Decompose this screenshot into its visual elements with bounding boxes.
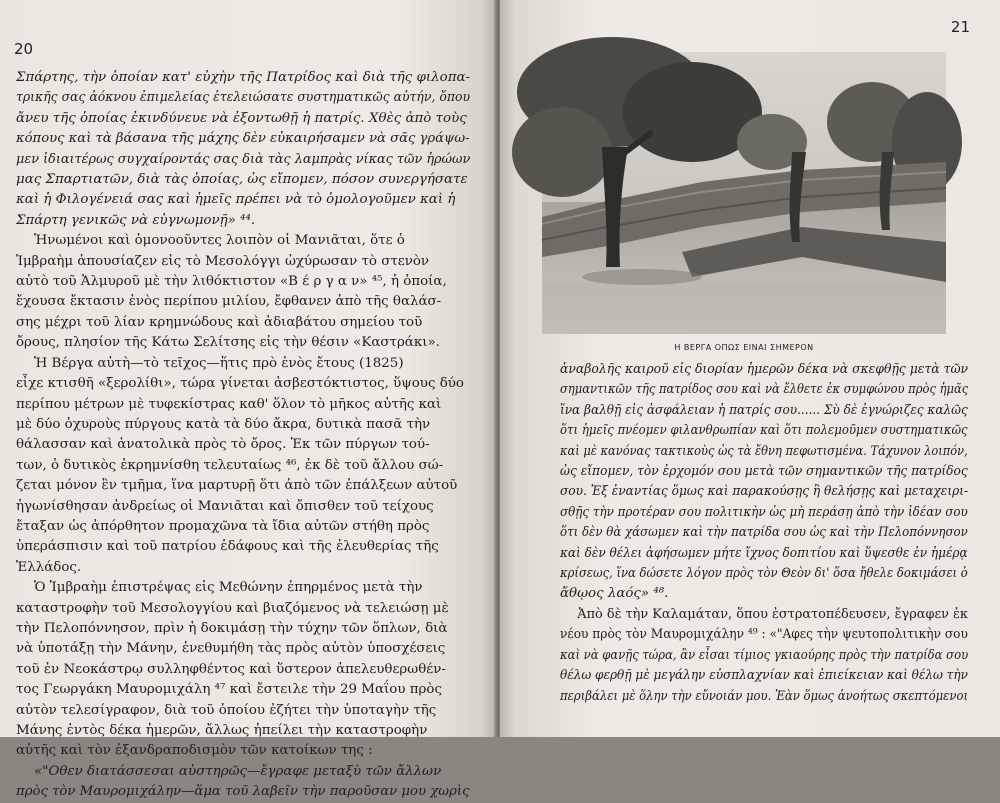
text-line: Μάνης ἐντὸς δέκα ἡμερῶν, ἄλλως ἠπείλει τὴν καταστροφὴν	[16, 723, 428, 738]
text-line: ἵνα βαλθῇ εἰς ἀσφάλειαν ἡ πατρίς σου...... Σὺ δὲ ἐγνώριζες καλῶς	[560, 402, 968, 418]
text-line: μεν ἰδιαιτέρως συγχαίροντάς σας διὰ τὰς λαμπρὰς νίκας τῶν ἡρώων	[16, 151, 471, 167]
text-line: των, ὁ δυτικὸς ἐκρημνίσθη τελευταίως ⁴⁶, ἐκ δὲ τοῦ ἄλλου σώ-	[16, 457, 444, 473]
text-line: καὶ δὲν θέλει ἀφήσωμεν μήτε ἴχνος δοπιτίου καὶ ὕψεσθε ἐν ἡμέρᾳ	[560, 545, 968, 561]
text-line: αὐτὸ τοῦ Ἁλμυροῦ μὲ τὴν λιθόκτιστον «Β έ ρ γ α ν» ⁴⁵, ἡ ὁποία,	[16, 274, 447, 290]
text-line: αὐτῆς καὶ τὸν ἐξανδραποδισμὸν τῶν κατοίκων της :	[16, 743, 373, 759]
text-line: ὄρους, πλησίον τῆς Κάτω Σελίτσης εἰς τὴν θέσιν «Καστράκι».	[16, 335, 440, 351]
text-line: θάλασσαν καὶ ἀνατολικὰ πρὸς τὸ ὄρος. Ἐκ τῶν πύργων τού-	[16, 437, 430, 453]
page-number-left: 20	[14, 40, 34, 58]
text-line: σης μέχρι τοῦ λίαν κρημνώδους καὶ ἀδιαβάτου σημείου τοῦ	[16, 314, 423, 330]
text-line: τὴν Πελοπόννησον, πρὶν ἡ δοκιμάσῃ τὴν τύχην τῶν ὅπλων, διὰ	[16, 620, 448, 636]
text-line: Σπάρτη γενικῶς νὰ εὐγνωμονῇ» ⁴⁴.	[16, 212, 256, 228]
text-line: πρὸς τὸν Μαυρομιχάλην—ἅμα τοῦ λαβεῖν τὴν παροῦσαν μου χωρὶς	[16, 784, 470, 800]
text-line: ὅτι δὲν θὰ χάσωμεν καὶ τὴν πατρίδα σου ὡς καὶ τὴν Πελοπόννησον	[560, 525, 968, 541]
text-line: νὰ ὑποτάξῃ τὴν Μάνην, ἐνεθυμήθη τὰς πρὸς αὐτὸν ὑποσχέσεις	[16, 641, 446, 657]
text-line: ἔχουσα ἔκτασιν ἑνὸς περίπου μιλίου, ἔφθανεν ἀπὸ τῆς θαλάσ-	[16, 294, 442, 310]
text-line: περίπου μέτρων μὲ τυφεκίστρας καθ' ὅλον τὸ μῆκος αὐτῆς καὶ	[16, 396, 442, 412]
text-line: καὶ μὲ κανόνας τακτικοὺς ὡς τὰ ἔθνη πεφωτισμένα. Τάχυνον λοιπόν,	[560, 443, 968, 459]
text-line: νέου πρὸς τὸν Μαυρομιχάλην ⁴⁹ : «"Αφες τὴν ψευτοπολιτικὴν σου	[560, 627, 968, 643]
text-line: σου. Ἐξ ἐναντίας ὅμως καὶ παρακούσῃς ἢ θελήσῃς καὶ μεταχειρι-	[560, 484, 969, 500]
text-line: «"Οθεν διατάσσεσαι αὐστηρῶς—ἔγραφε μεταξὺ τῶν ἄλλων	[34, 763, 442, 779]
text-line: καὶ ἡ Φιλογένειά σας καὶ ἡμεῖς πρέπει νὰ τὸ ὁμολογοῦμεν καὶ ἡ	[16, 192, 456, 208]
text-line: Ὁ Ἰμβραὴμ ἐπιστρέψας εἰς Μεθώνην ἐπηρμένος μετὰ τὴν	[34, 580, 423, 596]
text-line: Σπάρτης, τὴν ὁποίαν κατ' εὐχὴν τῆς Πατρίδος καὶ διὰ τῆς φιλοπα-	[16, 70, 471, 85]
left-page-text	[16, 68, 470, 803]
photo-vergа-wall	[542, 52, 946, 334]
page-number-right: 21	[950, 18, 970, 36]
text-line: θέλω φερθῇ μὲ μεγάλην εὐσπλαχνίαν καὶ ἐπιείκειαν καὶ θέλω τὴν	[560, 668, 968, 684]
text-line: εἶχε κτισθῆ «ξερολίθι», τώρα γίνεται ἀσβεστόκτιστος, ὕψους δύο	[16, 376, 464, 392]
text-line: ἠγωνίσθησαν ἀνδρείως οἱ Μανιᾶται καὶ ὄπισθεν τοῦ τείχους	[16, 498, 434, 514]
text-line: ἔταξαν ὡς ἀπόρθητον προμαχῶνα τὰ ἴδια αὐτῶν στήθη πρὸς	[16, 518, 430, 534]
text-line: περιβάλει μὲ ὅλην τὴν εὔνοιάν μου. Ἐὰν ὅμως ἀνοήτως σκεπτόμενοι	[560, 688, 969, 704]
text-line: Ἰμβραὴμ ἀπουσίαζεν εἰς τὸ Μεσολόγγι ὠχύρωσαν τὸ στενὸν	[16, 253, 430, 269]
text-line: κόπους καὶ τὰ βάσανα τῆς μάχης δὲν εὐκαιρήσαμεν νὰ σᾶς γράψω-	[16, 131, 470, 147]
text-line: ζεται μόνον ἓν τμῆμα, ἵνα μαρτυρῇ ὅτι ἀπὸ τῶν ἐπάλξεων αὐτοῦ	[16, 478, 458, 494]
text-line: μας Σπαρτιατῶν, διὰ τὰς ὁποίας, ὡς εἴπομεν, πόσον συνεργήσατε	[16, 172, 468, 188]
left-page	[0, 0, 496, 800]
right-page	[500, 0, 1000, 737]
text-line: τρικῆς σας ἀόκνου ἐπιμελείας ἐτελειώσατε συστηματικῶς αὐτήν, ὅπου	[16, 90, 471, 106]
photo-image	[542, 52, 946, 334]
text-line: σημαντικῶν τῆς πατρίδος σου καὶ νὰ ἔλθετε ἐκ συμφώνου πρὸς ἡμᾶς	[560, 382, 969, 398]
text-line: μὲ δύο ὀχυροὺς πύργους κατὰ τὰ δύο ἄκρα, δυτικὰ πασᾶ τὴν	[16, 416, 431, 432]
text-line: Ἀπὸ δὲ τὴν Καλαμάταν, ὅπου ἐστρατοπέδευσεν, ἔγραφεν ἐκ	[577, 606, 968, 622]
text-line: ὑπεράσπισιν καὶ τοῦ πατρίου ἐδάφους καὶ τῆς ἐλευθερίας τῆς	[16, 539, 439, 555]
text-line: ἄνευ τῆς ὁποίας ἐκινδύνευε νὰ ἐξοντωθῇ ἡ πατρίς. Χθὲς ἀπὸ τοὺς	[16, 110, 467, 126]
text-line: τοῦ ἐν Νεοκάστρῳ συλληφθέντος καὶ ὕστερον ἀπελευθερωθέν-	[16, 661, 446, 677]
text-line: ἀναβολῆς καιροῦ εἰς διορίαν ἡμερῶν δέκα νὰ σκεφθῇς μετὰ τῶν	[560, 362, 969, 377]
photo-caption: Η ΒΕΡΓΑ ΟΠΩΣ ΕΙΝΑΙ ΣΗΜΕΡΟΝ	[674, 343, 814, 352]
text-line: ἄθῳος λαός» ⁴⁸.	[560, 586, 669, 602]
text-line: κρίσεως, ἵνα δώσετε λόγον πρὸς τὸν Θεὸν δι' ὅσα ἤθελε δοκιμάσει ὁ	[560, 566, 968, 582]
text-line: καὶ νὰ φανῇς τώρα, ἂν εἶσαι τίμιος γκιαούρης πρὸς τὴν πατρίδα σου	[560, 647, 969, 663]
text-line: καταστροφὴν τοῦ Μεσολογγίου καὶ βιαζόμενος νὰ τελειώσῃ μὲ	[16, 600, 449, 616]
text-line: ὡς εἴπομεν, τὸν ἐρχομόν σου μετὰ τῶν σημαντικῶν τῆς πατρίδος	[560, 464, 968, 480]
text-line: Ἑλλάδος.	[16, 559, 82, 575]
text-line: τος Γεωργάκη Μαυρομιχάλη ⁴⁷ καὶ ἔστειλε τὴν 29 Μαΐου πρὸς	[16, 682, 442, 698]
text-line: αὐτὸν τελεσίγραφον, διὰ τοῦ ὁποίου ἐζήτει τὴν ὑποταγὴν τῆς	[16, 702, 437, 718]
text-line: ὅτι ἡμεῖς πνέομεν φιλανθρωπίαν καὶ ὅτι πολεμοῦμεν συστηματικῶς	[560, 423, 968, 439]
text-line: σθῇς τὴν προτέραν σου πολιτικὴν ὡς μὴ περάσῃ ἀπὸ τὴν ἰδέαν σου	[560, 504, 968, 520]
text-line: Ἡ Βέργα αὐτὴ—τὸ τεῖχος—ἥτις πρὸ ἑνὸς ἔτους (1825)	[34, 355, 404, 371]
text-line: Ἡνωμένοι καὶ ὁμονοοῦντες λοιπὸν οἱ Μανιᾶται, ὅτε ὁ	[34, 233, 405, 249]
right-page-text	[560, 360, 968, 707]
